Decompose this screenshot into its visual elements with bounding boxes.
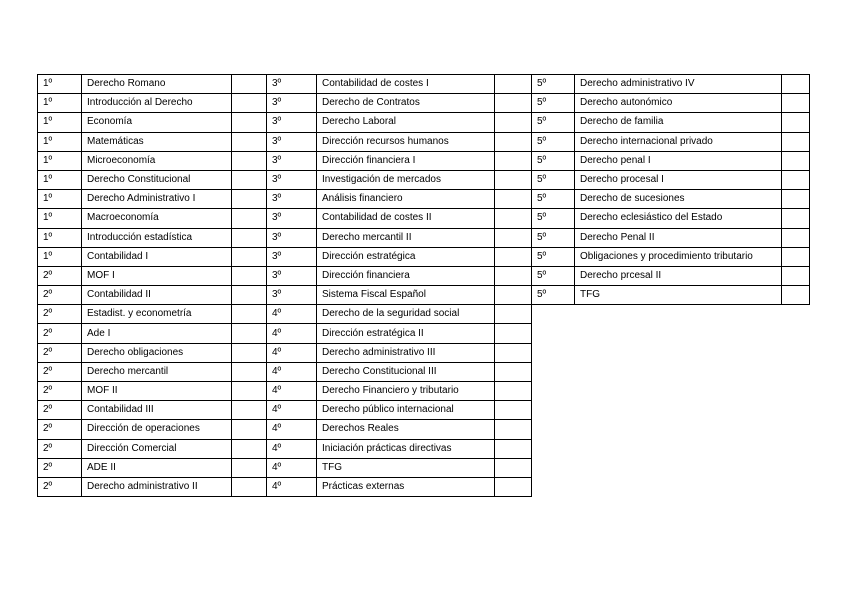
empty-cell — [495, 362, 532, 381]
empty-cell — [495, 228, 532, 247]
course-year-cell: 4º — [267, 458, 317, 477]
course-year-cell: 3º — [267, 228, 317, 247]
course-subject-cell: Dirección financiera — [317, 266, 495, 285]
course-subject-cell: Derecho Constitucional III — [317, 362, 495, 381]
course-year-cell: 1º — [38, 94, 82, 113]
course-subject-cell: Derecho eclesiástico del Estado — [575, 209, 782, 228]
empty-cell — [495, 477, 532, 496]
course-year-cell: 2º — [38, 362, 82, 381]
table-row — [38, 113, 267, 132]
table-row — [267, 247, 532, 266]
table-row — [38, 266, 267, 285]
table-row — [38, 75, 267, 94]
course-subject-cell: Análisis financiero — [317, 190, 495, 209]
empty-cell — [495, 305, 532, 324]
course-subject-cell: Derecho administrativo II — [82, 477, 232, 496]
empty-cell — [495, 324, 532, 343]
course-subject-cell: Contabilidad III — [82, 401, 232, 420]
course-subject-cell: Dirección de operaciones — [82, 420, 232, 439]
course-year-cell: 5º — [532, 94, 575, 113]
empty-cell — [495, 113, 532, 132]
table-row — [267, 343, 532, 362]
course-subject-cell: Sistema Fiscal Español — [317, 286, 495, 305]
table-row — [38, 286, 267, 305]
course-year-cell: 3º — [267, 247, 317, 266]
course-subject-cell: TFG — [575, 286, 782, 305]
course-subject-cell: Macroeconomía — [82, 209, 232, 228]
course-subject-cell: ADE II — [82, 458, 232, 477]
course-subject-cell: Introducción al Derecho — [82, 94, 232, 113]
table-row — [532, 75, 810, 94]
course-subject-cell: Derecho Constitucional — [82, 170, 232, 189]
empty-cell — [782, 151, 810, 170]
empty-cell — [232, 132, 267, 151]
empty-cell — [232, 477, 267, 496]
empty-cell — [495, 458, 532, 477]
empty-cell — [782, 190, 810, 209]
course-year-cell: 5º — [532, 266, 575, 285]
empty-cell — [232, 209, 267, 228]
course-year-cell: 4º — [267, 382, 317, 401]
course-year-cell: 3º — [267, 266, 317, 285]
empty-cell — [495, 151, 532, 170]
course-year-cell: 4º — [267, 305, 317, 324]
empty-cell — [495, 132, 532, 151]
empty-cell — [232, 94, 267, 113]
empty-cell — [782, 247, 810, 266]
empty-cell — [782, 113, 810, 132]
table-row — [38, 94, 267, 113]
course-subject-cell: Iniciación prácticas directivas — [317, 439, 495, 458]
course-subject-cell: Derecho prcesal II — [575, 266, 782, 285]
empty-cell — [495, 247, 532, 266]
course-year-cell: 4º — [267, 439, 317, 458]
table-row — [532, 228, 810, 247]
course-year-cell: 3º — [267, 113, 317, 132]
course-subject-cell: TFG — [317, 458, 495, 477]
course-subject-cell: Derecho administrativo III — [317, 343, 495, 362]
course-subject-cell: Derecho Financiero y tributario — [317, 382, 495, 401]
table-row — [267, 75, 532, 94]
course-subject-cell: Derecho administrativo IV — [575, 75, 782, 94]
courses-table-years-1-2 — [37, 74, 267, 497]
table-row — [38, 420, 267, 439]
empty-cell — [232, 75, 267, 94]
course-year-cell: 5º — [532, 170, 575, 189]
courses-table-years-3-4 — [266, 74, 532, 497]
course-year-cell: 2º — [38, 324, 82, 343]
table-row — [532, 170, 810, 189]
empty-cell — [495, 382, 532, 401]
course-year-cell: 3º — [267, 132, 317, 151]
course-subject-cell: Dirección Comercial — [82, 439, 232, 458]
empty-cell — [495, 420, 532, 439]
course-year-cell: 3º — [267, 75, 317, 94]
table-row — [38, 382, 267, 401]
course-year-cell: 2º — [38, 420, 82, 439]
empty-cell — [232, 190, 267, 209]
course-year-cell: 4º — [267, 324, 317, 343]
course-subject-cell: Derecho de sucesiones — [575, 190, 782, 209]
course-subject-cell: Dirección estratégica II — [317, 324, 495, 343]
course-year-cell: 3º — [267, 190, 317, 209]
course-subject-cell: Introducción estadística — [82, 228, 232, 247]
table-row — [38, 439, 267, 458]
empty-cell — [495, 439, 532, 458]
course-year-cell: 4º — [267, 477, 317, 496]
empty-cell — [495, 170, 532, 189]
course-subject-cell: Derecho Administrativo I — [82, 190, 232, 209]
course-year-cell: 5º — [532, 132, 575, 151]
table-row — [267, 94, 532, 113]
table-row — [532, 113, 810, 132]
table-row — [267, 209, 532, 228]
empty-cell — [782, 286, 810, 305]
empty-cell — [232, 382, 267, 401]
table-row — [38, 362, 267, 381]
empty-cell — [232, 151, 267, 170]
course-year-cell: 5º — [532, 286, 575, 305]
table-row — [38, 458, 267, 477]
course-subject-cell: Derecho mercantil — [82, 362, 232, 381]
course-subject-cell: Derecho de Contratos — [317, 94, 495, 113]
table-row — [38, 170, 267, 189]
empty-cell — [232, 113, 267, 132]
empty-cell — [232, 305, 267, 324]
empty-cell — [232, 286, 267, 305]
course-subject-cell: Obligaciones y procedimiento tributario — [575, 247, 782, 266]
table-row — [267, 382, 532, 401]
course-subject-cell: Microeconomía — [82, 151, 232, 170]
course-subject-cell: Contabilidad II — [82, 286, 232, 305]
table-row — [267, 477, 532, 496]
empty-cell — [232, 228, 267, 247]
empty-cell — [232, 362, 267, 381]
table-row — [38, 190, 267, 209]
course-year-cell: 1º — [38, 209, 82, 228]
table-row — [532, 132, 810, 151]
course-subject-cell: Derecho obligaciones — [82, 343, 232, 362]
table-row — [267, 113, 532, 132]
empty-cell — [495, 209, 532, 228]
course-subject-cell: Dirección recursos humanos — [317, 132, 495, 151]
course-year-cell: 5º — [532, 209, 575, 228]
table-row — [267, 228, 532, 247]
course-year-cell: 5º — [532, 75, 575, 94]
course-year-cell: 5º — [532, 247, 575, 266]
course-year-cell: 1º — [38, 132, 82, 151]
empty-cell — [782, 75, 810, 94]
course-year-cell: 1º — [38, 190, 82, 209]
table-row — [38, 209, 267, 228]
course-year-cell: 1º — [38, 75, 82, 94]
course-year-cell: 4º — [267, 401, 317, 420]
course-subject-cell: MOF II — [82, 382, 232, 401]
course-year-cell: 1º — [38, 151, 82, 170]
course-subject-cell: Derecho autonómico — [575, 94, 782, 113]
course-year-cell: 1º — [38, 247, 82, 266]
course-year-cell: 4º — [267, 343, 317, 362]
table-row — [267, 458, 532, 477]
table-row — [532, 247, 810, 266]
course-year-cell: 1º — [38, 170, 82, 189]
course-subject-cell: Derecho de familia — [575, 113, 782, 132]
table-row — [532, 286, 810, 305]
table-row — [38, 132, 267, 151]
course-subject-cell: Dirección estratégica — [317, 247, 495, 266]
empty-cell — [495, 94, 532, 113]
empty-cell — [232, 266, 267, 285]
course-subject-cell: Derecho internacional privado — [575, 132, 782, 151]
empty-cell — [232, 420, 267, 439]
course-subject-cell: Derecho procesal I — [575, 170, 782, 189]
course-subject-cell: Estadist. y econometría — [82, 305, 232, 324]
course-year-cell: 2º — [38, 401, 82, 420]
course-subject-cell: Contabilidad de costes I — [317, 75, 495, 94]
course-subject-cell: Prácticas externas — [317, 477, 495, 496]
course-year-cell: 1º — [38, 228, 82, 247]
table-row — [38, 477, 267, 496]
table-row — [38, 401, 267, 420]
courses-table-year-5 — [531, 74, 810, 305]
table-row — [532, 190, 810, 209]
course-subject-cell: Derecho de la seguridad social — [317, 305, 495, 324]
empty-cell — [782, 170, 810, 189]
course-year-cell: 2º — [38, 286, 82, 305]
course-year-cell: 2º — [38, 266, 82, 285]
course-year-cell: 2º — [38, 439, 82, 458]
course-subject-cell: Contabilidad de costes II — [317, 209, 495, 228]
course-year-cell: 3º — [267, 170, 317, 189]
empty-cell — [495, 75, 532, 94]
table-row — [267, 151, 532, 170]
course-subject-cell: Derechos Reales — [317, 420, 495, 439]
course-year-cell: 5º — [532, 190, 575, 209]
course-year-cell: 3º — [267, 94, 317, 113]
course-subject-cell: Investigación de mercados — [317, 170, 495, 189]
empty-cell — [232, 247, 267, 266]
course-subject-cell: Derecho penal I — [575, 151, 782, 170]
course-year-cell: 5º — [532, 113, 575, 132]
empty-cell — [232, 324, 267, 343]
course-year-cell: 2º — [38, 477, 82, 496]
course-subject-cell: Economía — [82, 113, 232, 132]
table-row — [267, 362, 532, 381]
table-row — [532, 266, 810, 285]
table-row — [267, 305, 532, 324]
course-year-cell: 1º — [38, 113, 82, 132]
empty-cell — [782, 94, 810, 113]
course-subject-cell: Ade I — [82, 324, 232, 343]
course-year-cell: 5º — [532, 228, 575, 247]
table-row — [267, 324, 532, 343]
course-subject-cell: Contabilidad I — [82, 247, 232, 266]
course-year-cell: 5º — [532, 151, 575, 170]
empty-cell — [782, 209, 810, 228]
table-row — [267, 439, 532, 458]
empty-cell — [495, 286, 532, 305]
table-row — [267, 266, 532, 285]
table-row — [38, 324, 267, 343]
table-row — [267, 190, 532, 209]
course-subject-cell: Derecho Penal II — [575, 228, 782, 247]
course-year-cell: 3º — [267, 286, 317, 305]
empty-cell — [782, 228, 810, 247]
course-subject-cell: Dirección financiera I — [317, 151, 495, 170]
course-year-cell: 4º — [267, 420, 317, 439]
course-subject-cell: Derecho público internacional — [317, 401, 495, 420]
empty-cell — [232, 458, 267, 477]
table-row — [38, 305, 267, 324]
empty-cell — [782, 266, 810, 285]
table-row — [267, 170, 532, 189]
course-year-cell: 4º — [267, 362, 317, 381]
table-row — [532, 151, 810, 170]
table-row — [532, 94, 810, 113]
empty-cell — [232, 401, 267, 420]
course-subject-cell: Derecho Laboral — [317, 113, 495, 132]
table-row — [267, 286, 532, 305]
course-subject-cell: MOF I — [82, 266, 232, 285]
course-year-cell: 2º — [38, 382, 82, 401]
empty-cell — [495, 401, 532, 420]
empty-cell — [495, 190, 532, 209]
table-row — [38, 247, 267, 266]
table-row — [267, 401, 532, 420]
course-year-cell: 3º — [267, 209, 317, 228]
course-year-cell: 2º — [38, 343, 82, 362]
table-row — [38, 228, 267, 247]
table-row — [532, 209, 810, 228]
empty-cell — [232, 170, 267, 189]
course-subject-cell: Derecho mercantil II — [317, 228, 495, 247]
empty-cell — [782, 132, 810, 151]
table-row — [267, 132, 532, 151]
course-year-cell: 2º — [38, 458, 82, 477]
empty-cell — [232, 439, 267, 458]
empty-cell — [495, 343, 532, 362]
empty-cell — [495, 266, 532, 285]
course-subject-cell: Matemáticas — [82, 132, 232, 151]
course-subject-cell: Derecho Romano — [82, 75, 232, 94]
table-row — [38, 151, 267, 170]
table-row — [38, 343, 267, 362]
course-year-cell: 2º — [38, 305, 82, 324]
table-row — [267, 420, 532, 439]
empty-cell — [232, 343, 267, 362]
course-year-cell: 3º — [267, 151, 317, 170]
